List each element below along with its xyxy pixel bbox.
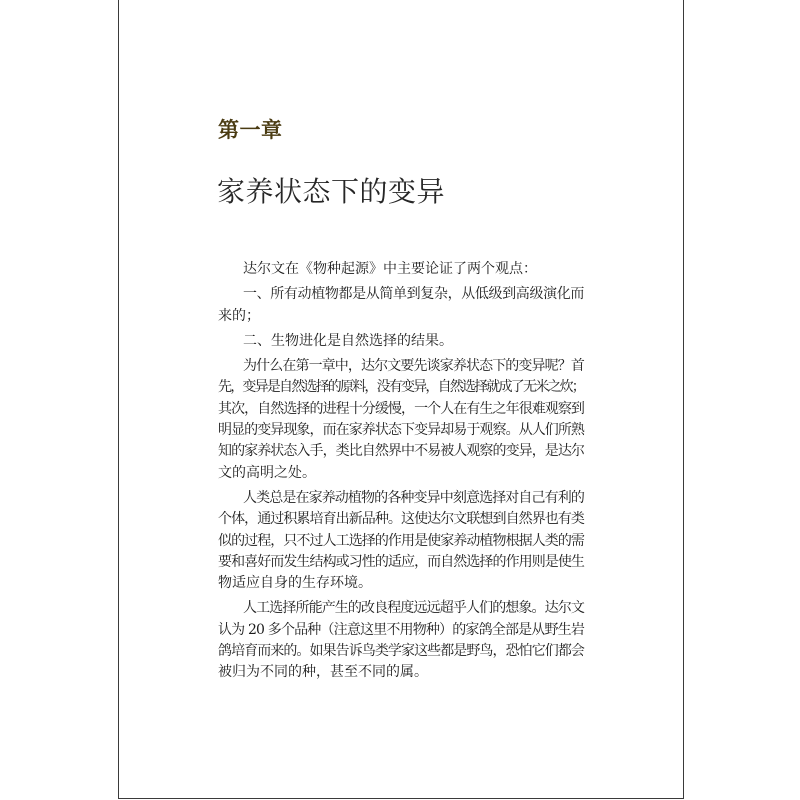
text-line-content: 认为 20 多个品种（注意这里不用物种）的家鸽全部是从野生岩 [218, 621, 584, 638]
text-line [218, 420, 584, 441]
text-line [218, 488, 584, 509]
paragraph [218, 598, 584, 683]
chapter-label: 第一章 [218, 118, 283, 142]
text-line [218, 509, 584, 530]
text-line-content: 被归为不同的种，甚至不同的属。 [218, 664, 428, 681]
text-line [218, 331, 584, 352]
text-line [218, 284, 584, 305]
text-line [218, 356, 584, 377]
body-text [218, 259, 584, 688]
text-line [218, 641, 584, 662]
paragraph [218, 331, 584, 352]
text-line-content: 一、所有动植物都是从简单到复杂，从低级到高级演化而 [243, 286, 584, 303]
text-line-content: 其次，自然选择的进程十分缓慢，一个人在有生之年很难观察到 [218, 400, 584, 417]
text-line [218, 306, 584, 327]
text-line [218, 399, 584, 420]
text-line-content: 为什么在第一章中，达尔文要先谈家养状态下的变异呢？首 [243, 358, 584, 375]
paragraph [218, 356, 584, 484]
text-line [218, 573, 584, 594]
text-line [218, 620, 584, 641]
text-line [218, 598, 584, 619]
text-line [218, 662, 584, 683]
text-line-content: 个体，通过积累培育出新品种。这使达尔文联想到自然界也有类 [218, 511, 584, 528]
text-line [218, 259, 584, 280]
text-line-content: 二、生物进化是自然选择的结果。 [243, 332, 453, 349]
text-line-content: 物适应自身的生存环境。 [218, 575, 372, 592]
text-line-content: 来的； [218, 307, 260, 324]
text-line-content: 先，变异是自然选择的原料，没有变异，自然选择就成了无米之炊； [218, 379, 584, 396]
text-line-content: 鸽培育而来的。如果告诉鸟类学家这些都是野鸟，恐怕它们都会 [218, 643, 584, 660]
text-line [218, 377, 584, 398]
paragraph [218, 488, 584, 594]
text-line-content: 达尔文在《物种起源》中主要论证了两个观点： [243, 261, 537, 277]
paragraph [218, 284, 584, 327]
text-line [218, 463, 584, 484]
text-line [218, 552, 584, 573]
text-line-content: 明显的变异现象，而在家养状态下变异却易于观察。从人们所熟 [218, 422, 584, 439]
text-line [218, 531, 584, 552]
paragraph [218, 259, 584, 280]
text-line-content: 知的家养状态入手，类比自然界中不易被人观察的变异，是达尔 [218, 443, 584, 460]
text-line-content: 要和喜好而发生结构或习性的适应，而自然选择的作用则是使生 [218, 553, 584, 570]
chapter-title: 家养状态下的变异 [217, 175, 446, 208]
text-line-content: 人工选择所能产生的改良程度远远超乎人们的想象。达尔文 [243, 600, 584, 617]
text-line-content: 似的过程，只不过人工选择的作用是使家养动植物根据人类的需 [218, 532, 584, 549]
text-line [218, 441, 584, 462]
text-line-content: 文的高明之处。 [218, 464, 316, 481]
text-line-content: 人类总是在家养动植物的各种变异中刻意选择对自己有利的 [243, 489, 584, 506]
